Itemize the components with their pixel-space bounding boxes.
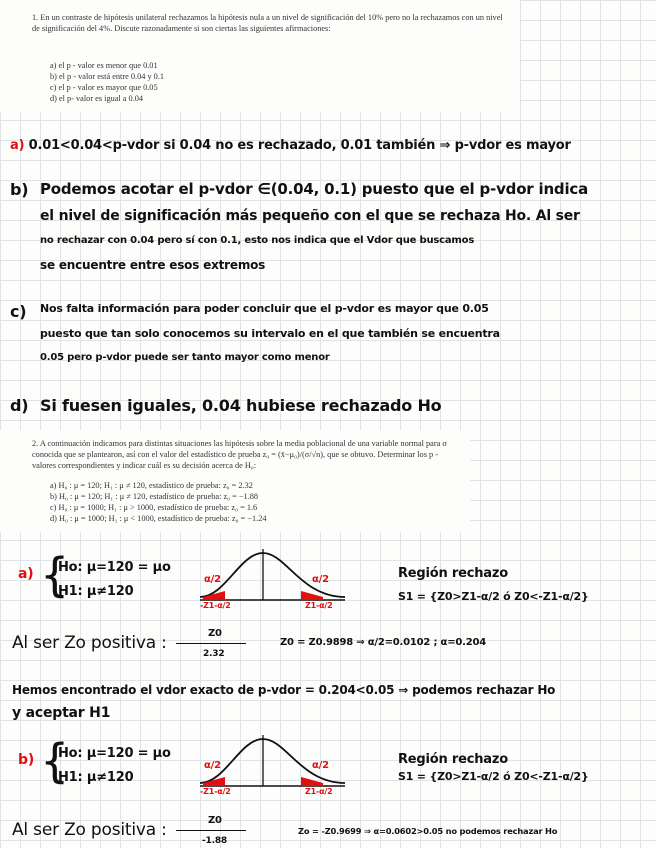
- answer-2b-computation: Zo = -Z0.9699 ⇒ α=0.0602>0.05 no podemos rechazar Ho: [298, 826, 558, 836]
- answer-1c-line-3: 0.05 pero p-vdor puede ser tanto mayor como menor: [40, 352, 330, 363]
- answer-2b-region-title: Región rechazo: [398, 752, 508, 767]
- problem-2-option-c: c) H₀ : μ = 1000; H₁ : μ > 1000, estadístico de prueba: z₀ = 1.6: [50, 503, 258, 512]
- answer-2b-h1: H1: μ≠120: [58, 770, 134, 785]
- answer-2a-conclusion-2: y aceptar H1: [12, 705, 111, 721]
- problem-2-option-d: d) H₀ : μ = 1000; H₁ : μ < 1000, estadístico de prueba: z₀ = −1.24: [50, 514, 267, 523]
- problem-2-option-b: b) H₀ : μ = 120; H₁ : μ ≠ 120, estadístico de prueba: z₀ = −1.88: [50, 492, 259, 501]
- answer-2b-label: b): [18, 752, 35, 768]
- problem-2-statement: 2. A continuación indicamos para distintas situaciones las hipótesis sobre la media poblacional de una variable normal para σ conocida que se plantearon, así con el valor del estadístico de prueba z₀ = (x̄−μ₀)/(σ/√n), que se obtuvo. Determinar los p - valores correspondientes y indicar cuál es su decisión acerca de H₀:: [32, 439, 447, 470]
- answer-2b-brace: {: [40, 734, 70, 788]
- problem-1-option-b: b) el p - valor está entre 0.04 y 0.1: [50, 72, 165, 81]
- answer-2b-alpha-right: α/2: [312, 760, 329, 771]
- answer-2a-crit-right: Z1-α/2: [305, 601, 333, 610]
- problem-2-option-a: a) H₀ : μ = 120; H₁ : μ ≠ 120, estadístico de prueba: z₀ = 2.32: [50, 481, 253, 490]
- answer-1b-line-4: se encuentre entre esos extremos: [40, 258, 266, 272]
- answer-2b-h0: Ho: μ=120 = μo: [58, 746, 171, 761]
- answer-1d-label: d): [10, 396, 29, 415]
- answer-1b-line-2: el nivel de significación más pequeño con el que se rechaza Ho. Al ser: [40, 208, 580, 224]
- answer-1b-line-1: Podemos acotar el p-vdor ∈(0.04, 0.1) puesto que el p-vdor indica: [40, 180, 589, 198]
- problem-1: [0, 0, 520, 112]
- problem-2-options: [50, 480, 267, 524]
- answer-2a-conclusion-1: Hemos encontrado el vdor exacto de p-vdor = 0.204<0.05 ⇒ podemos rechazar Ho: [12, 683, 556, 697]
- answer-1d-text: Si fuesen iguales, 0.04 hubiese rechazado Ho: [40, 396, 442, 415]
- answer-2b-axis-line: [176, 830, 246, 831]
- answer-2a-h1: H1: μ≠120: [58, 584, 134, 599]
- answer-2a-computation: Z0 = Z0.9898 ⇒ α/2=0.0102 ; α=0.204: [280, 637, 487, 648]
- answer-2a-h0: Ho: μ=120 = μo: [58, 560, 171, 575]
- answer-2b-axis-bottom: -1.88: [202, 836, 227, 846]
- answer-2a-label: a): [18, 566, 34, 582]
- answer-2a-alpha-left: α/2: [204, 574, 221, 585]
- problem-1-statement: 1. En un contraste de hipótesis unilateral rechazamos la hipótesis nula a un nivel de significación del 10% pero no la rechazamos con un nivel de significación del 4%. Discute razonadamente si son ciertas las siguientes afirmaciones:: [32, 13, 503, 33]
- answer-2b-alpha-left: α/2: [204, 760, 221, 771]
- problem-1-option-a: a) el p - valor es menor que 0.01: [50, 61, 158, 70]
- answer-1b-line-3: no rechazar con 0.04 pero sí con 0.1, esto nos indica que el Vdor que buscamos: [40, 235, 475, 246]
- answer-1a-label: a): [10, 138, 25, 153]
- answer-2b-z-positive: Al ser Zo positiva :: [12, 820, 167, 840]
- answer-1c-line-1: Nos falta información para poder concluir que el p-vdor es mayor que 0.05: [40, 302, 489, 315]
- answer-2a-alpha-right: α/2: [312, 574, 329, 585]
- answer-2b-crit-left: -Z1-α/2: [200, 787, 231, 796]
- answer-2a-axis-line: [176, 643, 246, 644]
- answer-1b-label: b): [10, 180, 29, 199]
- problem-1-option-d: d) el p- valor es igual a 0.04: [50, 94, 144, 103]
- problem-1-options: [50, 60, 164, 104]
- answer-2a-z-positive: Al ser Zo positiva :: [12, 633, 167, 653]
- answer-2b-crit-right: Z1-α/2: [305, 787, 333, 796]
- problem-2: [0, 430, 470, 532]
- answer-2a-crit-left: -Z1-α/2: [200, 601, 231, 610]
- answer-2b-region-formula: S1 = {Z0>Z1-α/2 ó Z0<-Z1-α/2}: [398, 770, 589, 783]
- answer-2b-axis-top: Z0: [208, 815, 222, 826]
- problem-1-option-c: c) el p - valor es mayor que 0.05: [50, 83, 158, 92]
- answer-2a-region-formula: S1 = {Z0>Z1-α/2 ó Z0<-Z1-α/2}: [398, 590, 589, 603]
- answer-2a-axis-top: Z0: [208, 628, 222, 639]
- answer-2a-axis-bottom: 2.32: [203, 649, 225, 659]
- answer-1c-line-2: puesto que tan solo conocemos su intervalo en el que también se encuentra: [40, 327, 500, 340]
- answer-2a-region-title: Región rechazo: [398, 566, 508, 581]
- answer-1a-text: 0.01<0.04<p-vdor si 0.04 no es rechazado, 0.01 también ⇒ p-vdor es mayor: [28, 138, 571, 153]
- answer-1a: [10, 138, 571, 153]
- answer-2a-brace: {: [40, 548, 70, 602]
- answer-1c-label: c): [10, 302, 27, 321]
